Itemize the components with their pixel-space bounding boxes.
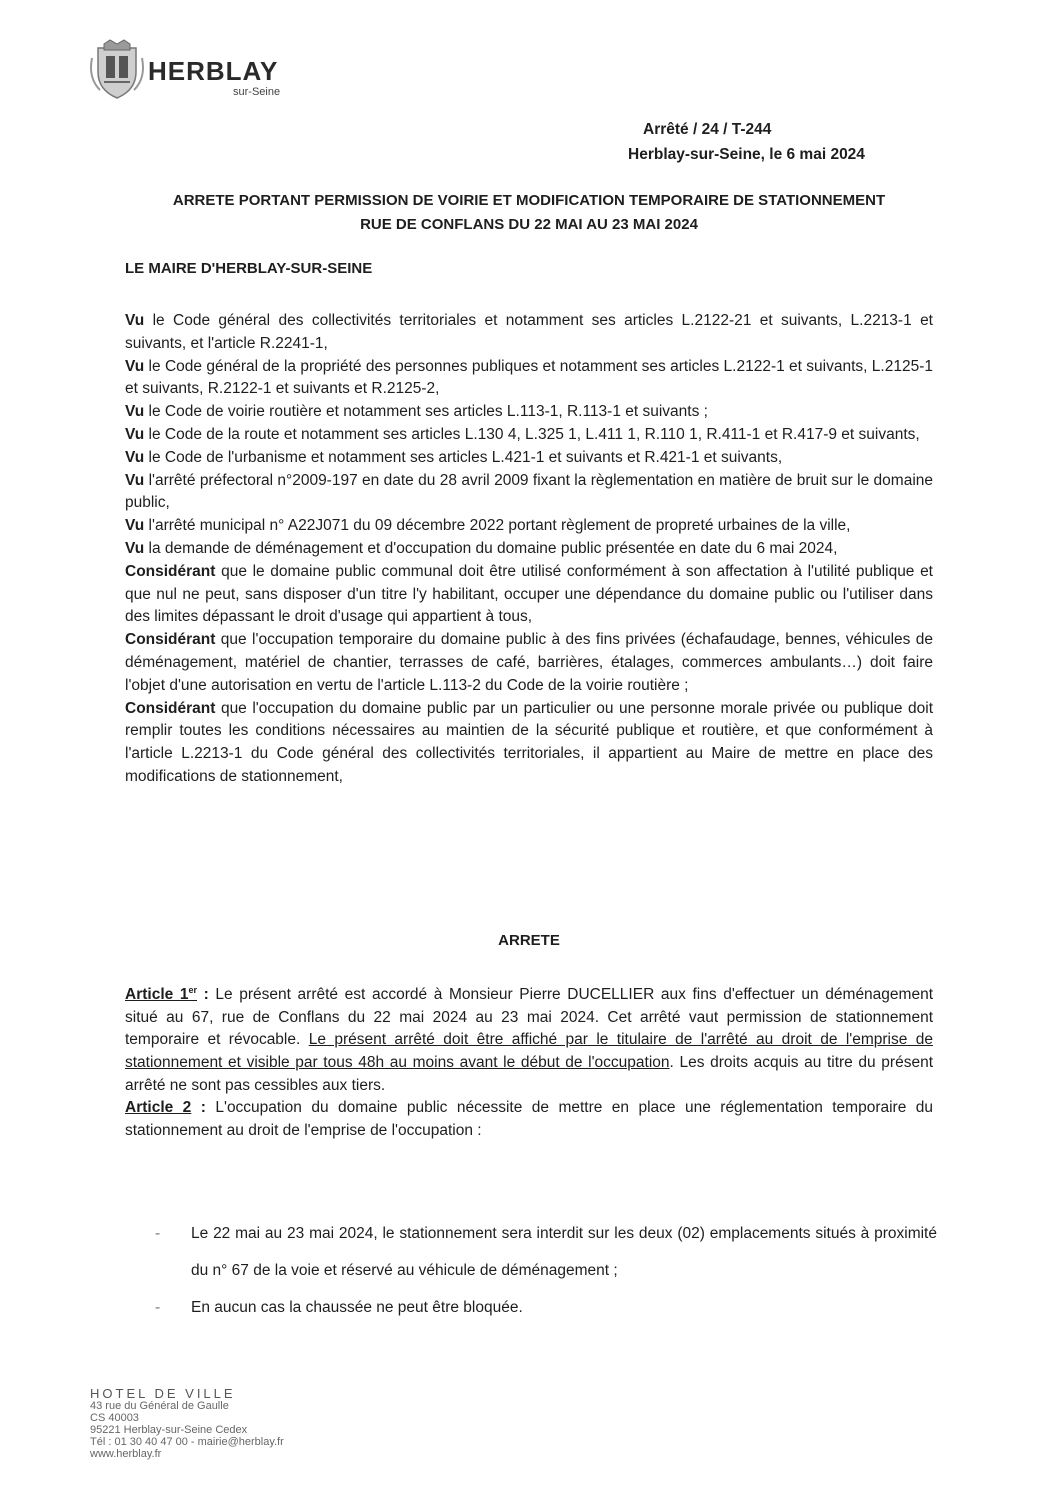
footer-line: 95221 Herblay-sur-Seine Cedex xyxy=(90,1424,248,1436)
visa-paragraph xyxy=(125,470,933,516)
visa-lead: Vu xyxy=(125,357,145,375)
title-line-2: RUE DE CONFLANS DU 22 MAI AU 23 MAI 2024 xyxy=(360,216,698,233)
considerant-text: que le domaine public communal doit être utilisé conformément à son affectation à l'utilité publique et que nul ne peut, sans disposer d'un titre l'y habilitant, occuper une dépendance du domaine public ou l'utiliser dans des limites dépassant le droit d'usage qui appartient à tous, xyxy=(125,562,933,626)
article-2-list xyxy=(155,1215,937,1326)
footer-address xyxy=(90,1388,284,1460)
visa-paragraph xyxy=(125,424,933,447)
visa-text: le Code de l'urbanisme et notamment ses articles L.421-1 et suivants et R.421-1 et suivants, xyxy=(144,448,783,466)
arrete-number: Arrêté / 24 / T-244 xyxy=(643,121,772,138)
considerant-text: que l'occupation temporaire du domaine public à des fins privées (échafaudage, bennes, véhicules de déménagement, matériel de chantier, terrasses de café, barrières, étalages, commerces ambulants…) doit faire l'objet d'une autorisation en vertu de l'article L.113-2 du Code de la voirie routière ; xyxy=(125,631,933,694)
footer-hotel-de-ville: HOTEL DE VILLE xyxy=(90,1386,236,1401)
visa-text: l'arrêté préfectoral n°2009-197 en date du 28 avril 2009 fixant la règlementation en matière de bruit sur le domaine public, xyxy=(125,471,933,512)
list-item xyxy=(155,1289,937,1326)
city-crest-icon xyxy=(90,38,144,100)
logo-subtitle: sur-Seine xyxy=(233,86,281,98)
visa-paragraph xyxy=(125,401,933,424)
visa-paragraph xyxy=(125,310,933,356)
list-item-text: En aucun cas la chaussée ne peut être bloquée. xyxy=(191,1299,523,1316)
visas-section xyxy=(125,310,933,789)
article-1-text: Le présent arrêté est accordé à Monsieur Pierre DUCELLIER aux fins d'effectuer un déménagement situé au 67, rue de Conflans du 22 mai 2024 au 23 mai 2024. Cet arrêté vaut permission de stationnement temporaire et révocable. xyxy=(125,986,934,1049)
herblay-logo xyxy=(90,38,330,108)
visa-paragraph xyxy=(125,515,933,538)
maire-heading: LE MAIRE D'HERBLAY-SUR-SEINE xyxy=(125,260,373,277)
article-1-label-text: Article 1 xyxy=(125,986,189,1004)
considerant-paragraph xyxy=(125,698,933,789)
article-1-label xyxy=(125,986,197,1003)
article-2-label: Article 2 xyxy=(125,1099,192,1117)
visa-lead: Vu xyxy=(125,539,145,557)
article-1-sep: : xyxy=(197,986,216,1004)
visa-lead: Vu xyxy=(125,448,145,466)
visa-lead: Vu xyxy=(125,403,145,421)
visa-lead: Vu xyxy=(125,471,145,489)
document-reference xyxy=(628,117,888,167)
list-item xyxy=(155,1215,937,1289)
article-1-label-sup: er xyxy=(188,985,197,995)
logo-wordmark: HERBLAY xyxy=(148,56,279,86)
article-2-text: L'occupation du domaine public nécessite de mettre en place une réglementation temporaire du stationnement au droit de l'emprise de l'occupation : xyxy=(125,1099,934,1139)
title-line-1: ARRETE PORTANT PERMISSION DE VOIRIE ET MODIFICATION TEMPORAIRE DE STATIONNEMENT xyxy=(172,192,886,209)
article-2 xyxy=(125,1097,933,1142)
article-1-display-requirement: Le présent arrêté doit être affiché par le titulaire de l'arrêté au droit de l'emprise de stationnement et visible par tous 48h au moins avant le début de l'occupation xyxy=(125,1031,933,1071)
visa-text: l'arrêté municipal n° A22J071 du 09 décembre 2022 portant règlement de propreté urbaines de la ville, xyxy=(144,517,851,535)
considerant-paragraph xyxy=(125,561,933,629)
footer-line: CS 40003 xyxy=(90,1412,139,1424)
article-1-text-end: . Les droits acquis au titre du présent arrêté ne sont pas cessibles aux tiers. xyxy=(125,1053,934,1094)
footer-website-link[interactable]: www.herblay.fr xyxy=(90,1448,162,1460)
visa-text: le Code de voirie routière et notamment ses articles L.113-1, R.113-1 et suivants ; xyxy=(144,403,708,421)
footer-line: Tél : 01 30 40 47 00 - mairie@herblay.fr xyxy=(90,1436,284,1448)
visa-text: le Code général des collectivités territoriales et notamment ses articles L.2122-21 et suivants, L.2213-1 et suivants, et l'article R.2241-1, xyxy=(125,312,933,352)
visa-lead: Vu xyxy=(125,312,145,329)
visa-paragraph xyxy=(125,538,933,561)
arrete-heading: ARRETE xyxy=(498,932,560,949)
article-1 xyxy=(125,979,933,1097)
place-date: Herblay-sur-Seine, le 6 mai 2024 xyxy=(628,146,865,163)
visa-text: le Code général de la propriété des personnes publiques et notamment ses articles L.2122-1 et suivants, L.2125-1 et suivants, R.2122-1 et suivants et R.2125-2, xyxy=(125,357,933,398)
visa-text: le Code de la route et notamment ses articles L.130 4, L.325 1, L.411 1, R.110 1, R.411-1 et R.417-9 et suivants, xyxy=(144,425,920,443)
considerant-paragraph xyxy=(125,629,933,697)
considerant-lead: Considérant xyxy=(125,631,216,649)
visa-paragraph xyxy=(125,356,933,402)
articles-section xyxy=(125,979,933,1142)
visa-lead: Vu xyxy=(125,517,145,535)
visa-lead: Vu xyxy=(125,425,145,443)
list-item-text: Le 22 mai au 23 mai 2024, le stationnement sera interdit sur les deux (02) emplacements situés à proximité du n° 67 de la voie et réservé au véhicule de déménagement ; xyxy=(191,1225,937,1279)
dash-bullet-icon: - xyxy=(155,1299,161,1316)
document-title xyxy=(112,189,946,237)
visa-paragraph xyxy=(125,447,933,470)
visa-text: la demande de déménagement et d'occupation du domaine public présentée en date du 6 mai 2024, xyxy=(144,539,838,557)
considerant-lead: Considérant xyxy=(125,562,216,580)
article-2-sep: : xyxy=(191,1099,216,1117)
considerant-lead: Considérant xyxy=(125,699,216,717)
dash-bullet-icon: - xyxy=(155,1225,161,1242)
footer-line: 43 rue du Général de Gaulle xyxy=(90,1400,229,1412)
considerant-text: que l'occupation du domaine public par un particulier ou une personne morale privée ou publique doit remplir toutes les conditions nécessaires au maintien de la sécurité publique et routière, et que conformément à l'article L.2213-1 du Code général des collectivités territoriales, il appartient au Maire de mettre en place des modifications de stationnement, xyxy=(125,699,933,785)
